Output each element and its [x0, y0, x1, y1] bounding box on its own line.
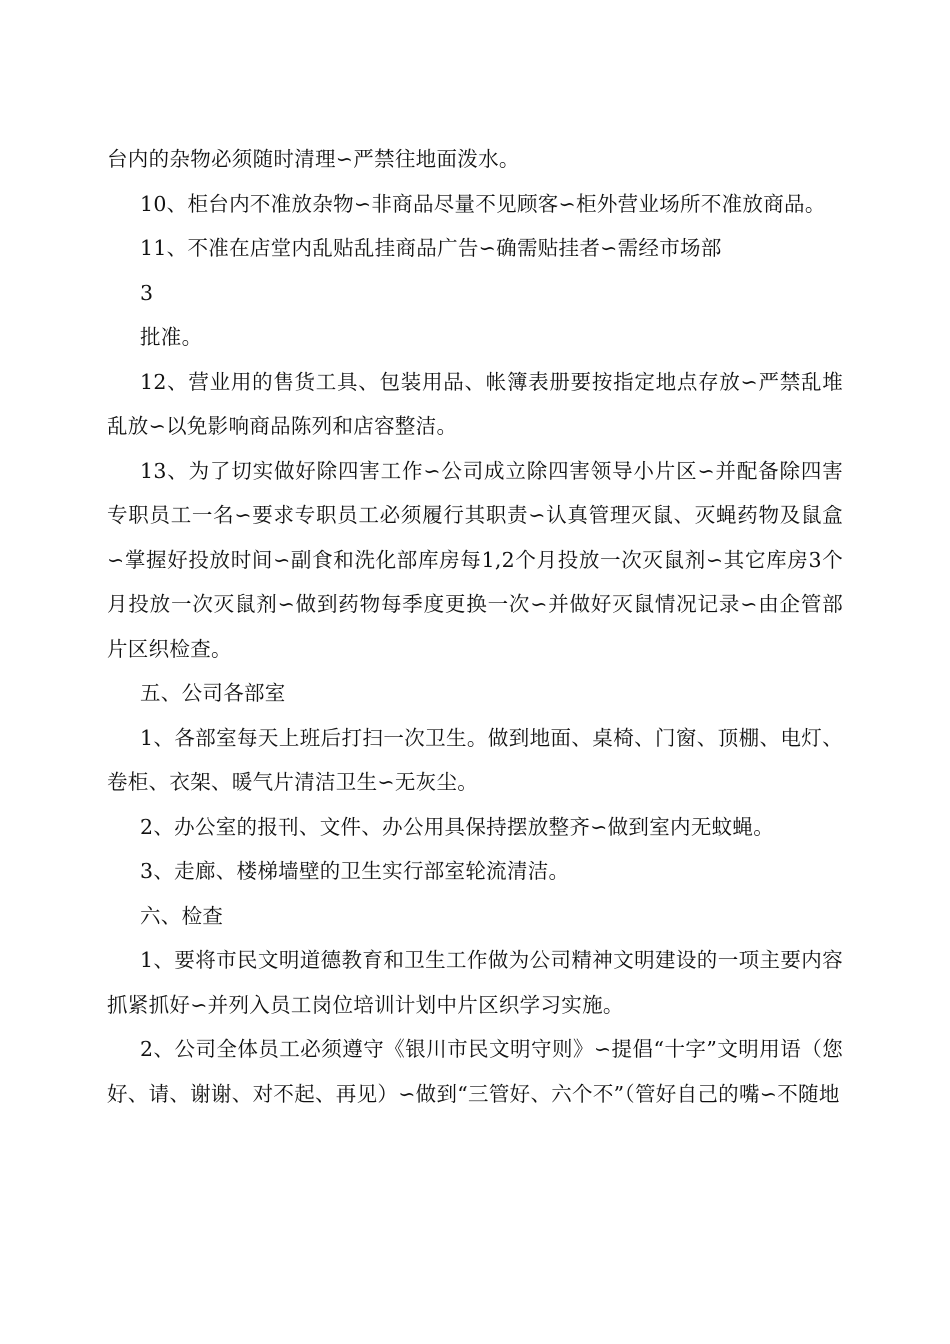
paragraph-dept-1: 1、各部室每天上班后打扫一次卫生。做到地面、桌椅、门窗、顶棚、电灯、卷柜、衣架、暖气片清洁卫生∽无灰尘。 [107, 725, 843, 794]
paragraph-dept-2: 2、办公室的报刊、文件、办公用具保持摆放整齐∽做到室内无蚊蝇。 [140, 814, 775, 839]
paragraph-inspection-1: 1、要将市民文明道德教育和卫生工作做为公司精神文明建设的一项主要内容抓紧抓好∽并列入员工岗位培训计划中片区织学习实施。 [107, 948, 843, 1017]
paragraph-continuation: 台内的杂物必须随时清理∽严禁往地面泼水。 [107, 147, 520, 171]
section-heading-departments: 五、公司各部室 [140, 681, 286, 705]
section-heading-inspection: 六、检查 [140, 903, 224, 928]
paragraph-inspection-2: 2、公司全体员工必须遵守《银川市民文明守则》∽提倡“十字”文明用语（您好、请、谢谢、对不起、再见）∽做到“三管好、六个不”（管好自己的嘴∽不随地 [107, 1037, 843, 1106]
page-number: 3 [140, 280, 154, 305]
paragraph-item-10: 10、柜台内不准放杂物∽非商品尽量不见顾客∽柜外营业场所不准放商品。 [140, 191, 826, 216]
paragraph-item-12: 12、营业用的售货工具、包装用品、帐簿表册要按指定地点存放∽严禁乱堆乱放∽以免影响商品陈列和店容整洁。 [107, 369, 843, 438]
paragraph-item-13: 13、为了切实做好除四害工作∽公司成立除四害领导小片区∽并配备除四害专职员工一名∽要求专职员工必须履行其职责∽认真管理灭鼠、灭蝇药物及鼠盒∽掌握好投放时间∽副食和洗化部库房每1,2个月投放一次灭鼠剂∽其它库房3个月投放一次灭鼠剂∽做到药物每季度更换一次∽并做好灭鼠情况记录∽由企管部片区织检查。 [107, 458, 843, 661]
document-body [107, 137, 843, 1116]
paragraph-item-11: 11、不准在店堂内乱贴乱挂商品广告∽确需贴挂者∽需经市场部 [140, 236, 722, 260]
paragraph-item-11-continuation: 批准。 [140, 325, 203, 349]
paragraph-dept-3: 3、走廊、楼梯墙壁的卫生实行部室轮流清洁。 [140, 859, 570, 883]
